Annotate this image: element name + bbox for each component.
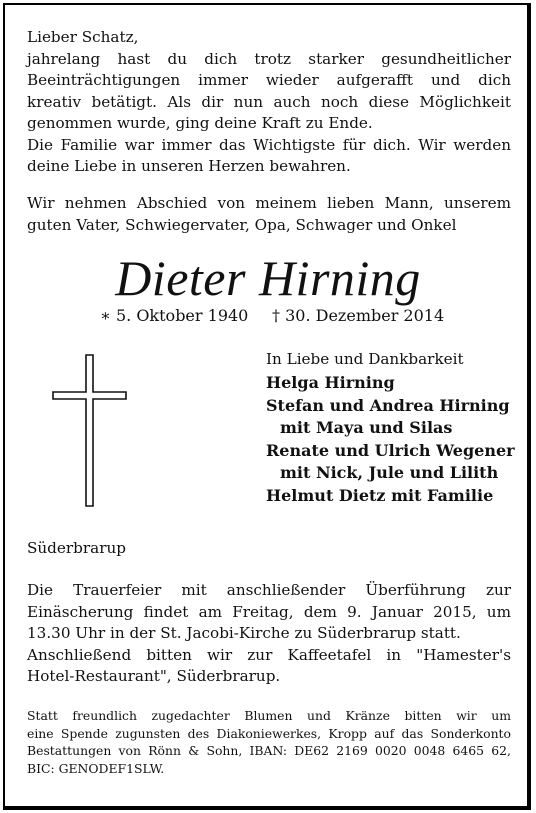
- funeral-text: [27, 580, 511, 688]
- intro-line: kreativ betätigt. Als dir nun auch noch diese Möglichkeit: [27, 92, 511, 111]
- intro-text: [27, 27, 511, 178]
- mourner-line: mit Nick, Jule und Lilith: [280, 463, 499, 482]
- intro-line: Beeinträchtigungen immer wieder aufgerafft und dich: [27, 71, 511, 89]
- death-date: † 30. Dezember 2014: [272, 306, 445, 325]
- funeral-line: 13.30 Uhr in der St. Jacobi-Kirche zu Süderbrarup statt.: [27, 624, 461, 642]
- intro-line: genommen wurde, ging deine Kraft zu Ende.: [27, 114, 373, 132]
- mourner-line: mit Maya und Silas: [280, 418, 453, 437]
- mourner-line: Helga Hirning: [266, 373, 395, 392]
- farewell-line: guten Vater, Schwiegervater, Opa, Schwager und Onkel: [27, 215, 457, 234]
- funeral-line: Anschließend bitten wir zur Kaffeetafel in "Hamester's: [27, 645, 511, 664]
- mourner-line: Helmut Dietz mit Familie: [266, 485, 494, 505]
- intro-line: deine Liebe in unseren Herzen bewahren.: [27, 157, 351, 175]
- birth-date: ∗ 5. Oktober 1940: [100, 306, 249, 325]
- mourner-line: Renate und Ulrich Wegener: [266, 440, 515, 460]
- donation-line: Bestattungen von Rönn & Sohn, IBAN: DE62 2169 0020 0048 6465 62,: [27, 743, 511, 758]
- cross-icon: [52, 354, 127, 507]
- place: [27, 538, 511, 560]
- intro-line: jahrelang hast du dich trotz starker gesundheitlicher: [27, 49, 511, 68]
- mourners-intro: In Liebe und Dankbarkeit: [266, 350, 464, 368]
- donation-line: Statt freundlich zugedachter Blumen und Kränze bitten wir um: [27, 708, 511, 723]
- place-name: Süderbrarup: [27, 539, 126, 557]
- mourner-line: Stefan und Andrea Hirning: [266, 395, 510, 415]
- funeral-line: Einäscherung findet am Freitag, dem 9. Januar 2015, um: [27, 602, 511, 621]
- donation-line: BIC: GENODEF1SLW.: [27, 760, 165, 776]
- salutation: Lieber Schatz,: [27, 28, 139, 46]
- funeral-line: Hotel-Restaurant", Süderbrarup.: [27, 667, 281, 685]
- donation-line: eine Spende zugunsten des Diakoniewerkes, Kropp auf das Sonderkonto: [27, 725, 511, 741]
- deceased-name: Dieter Hirning: [115, 250, 421, 306]
- mourners-block: [266, 348, 516, 507]
- funeral-line: Die Trauerfeier mit anschließender Überführung zur: [27, 581, 511, 599]
- farewell-line: Wir nehmen Abschied von meinem lieben Mann, unserem: [27, 194, 511, 212]
- donation-text: [27, 707, 511, 777]
- farewell-text: [27, 193, 511, 236]
- intro-line: Die Familie war immer das Wichtigste für dich. Wir werden: [27, 135, 511, 154]
